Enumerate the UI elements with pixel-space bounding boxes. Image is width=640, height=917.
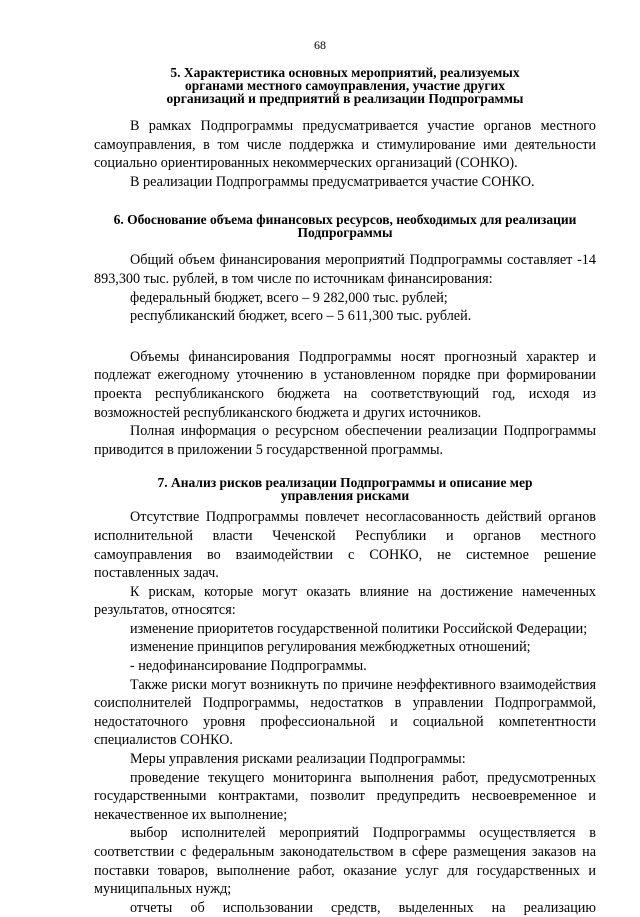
list-item: изменение принципов регулирования межбюджетных отношений; xyxy=(130,639,531,656)
list-item: изменение приоритетов государственной политики Российской Федерации; xyxy=(130,620,588,637)
paragraph: отчеты об использовании средств, выделенных на реализацию xyxy=(130,899,596,916)
heading-line: 6. Обоснование объема финансовых ресурсов, необходимых для реализации xyxy=(113,212,577,228)
paragraph: республиканский бюджет, всего – 5 611,300 тыс. рублей. xyxy=(130,308,472,325)
section-6-heading xyxy=(94,213,596,239)
paragraph: федеральный бюджет, всего – 9 282,000 тыс. рублей; xyxy=(130,289,448,306)
paragraph: В реализации Подпрограммы предусматривается участие СОНКО. xyxy=(130,173,535,190)
page-number: 68 xyxy=(314,38,326,52)
list-item: - недофинансирование Подпрограммы. xyxy=(130,658,367,675)
paragraph: Объемы финансирования Подпрограммы носят прогнозный характер и подлежат ежегодному уточнению в установленном порядке при формировании проекта республиканского бюджета на соответствующий год, исходя из возможностей республиканского бюджета и других источников. xyxy=(94,348,596,421)
paragraph: Меры управления рисками реализации Подпрограммы: xyxy=(130,751,466,768)
section-5 xyxy=(94,66,596,191)
section-5-heading xyxy=(94,66,596,105)
paragraph: Отсутствие Подпрограммы повлечет несогласованность действий органов исполнительной власти Чеченской Республики и органов местного самоуправления во взаимодействии с СОНКО, не системное решение поставленных задач. xyxy=(94,509,596,582)
heading-line: Подпрограммы xyxy=(297,225,393,241)
paragraph: Также риски могут возникнуть по причине неэффективного взаимодействия соисполнителей Подпрограммы, недостатков в управлении Подпрограммой, недостаточного уровня профессиональной и социальной компетентности специалистов СОНКО. xyxy=(94,676,596,749)
heading-line: 7. Анализ рисков реализации Подпрограммы и описание мер xyxy=(157,475,533,491)
paragraph: проведение текущего мониторинга выполнения работ, предусмотренных государственными контрактами, позволит предупредить несвоевременное и некачественное их выполнение; xyxy=(94,769,596,823)
section-7 xyxy=(94,476,596,917)
paragraph: Общий объем финансирования мероприятий Подпрограммы составляет -14 893,300 тыс. рублей, в том числе по источникам финансирования: xyxy=(94,252,596,287)
heading-line: организаций и предприятий в реализации Подпрограммы xyxy=(166,91,524,106)
heading-line: 5. Характеристика основных мероприятий, реализуемых xyxy=(170,65,520,80)
paragraph: В рамках Подпрограммы предусматривается участие органов местного самоуправления, в том числе поддержка и стимулирование ими деятельности социально ориентированных некоммерческих организаций (СОНКО). xyxy=(94,118,596,172)
heading-line: управления рисками xyxy=(280,488,410,504)
section-7-heading xyxy=(94,476,596,502)
page-content xyxy=(94,66,596,917)
paragraph: К рискам, которые могут оказать влияние на достижение намеченных результатов, относятся: xyxy=(94,583,596,619)
paragraph: Полная информация о ресурсном обеспечении реализации Подпрограммы приводится в приложении 5 государственной программы. xyxy=(94,423,596,458)
paragraph: выбор исполнителей мероприятий Подпрограммы осуществляется в соответствии с федеральным законодательством в сфере размещения заказов на поставки товаров, выполнение работ, оказание услуг для государственных и муниципальных нужд; xyxy=(94,825,596,898)
heading-line: органами местного самоуправления, участие других xyxy=(184,78,506,93)
section-6 xyxy=(94,213,596,459)
